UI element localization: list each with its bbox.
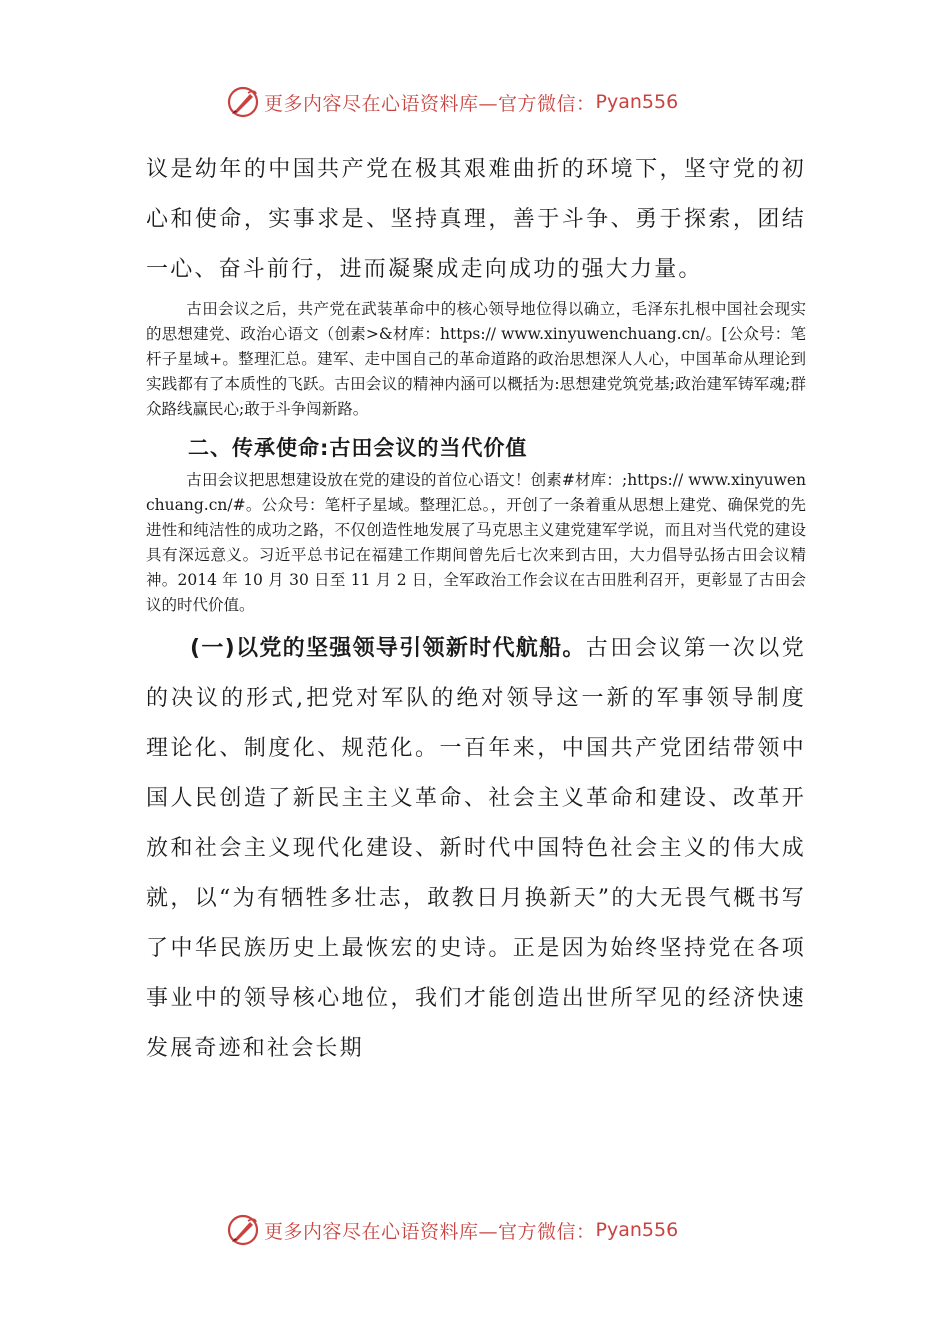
banner-text: 更多内容尽在心语资料库—官方微信： (264, 1220, 596, 1243)
header-banner (226, 82, 786, 122)
document-body (146, 145, 806, 1074)
paragraph-1: 议是幼年的中国共产党在极其艰难曲折的环境下，坚守党的初心和使命，实事求是、坚持真理，善于斗争、勇于探索，团结一心、奋斗前行，进而凝聚成走向成功的强大力量。 (146, 157, 806, 282)
quill-logo-icon (226, 1213, 260, 1247)
paragraph-2: 古田会议之后，共产党在武装革命中的核心领导地位得以确立，毛泽东扎根中国社会现实的思想建党、政治心语文（创素>&材库：https:// www.xinyuwenchuang.cn/。[公众号：笔杆子星域+。整理汇总。建军、走中国自己的革命道路的政治思想深人人心，中国革命从理论到实践都有了本质性的飞跃。古田会议的精神内涵可以概括为:思想建党筑党基;政治建军铸军魂;群众路线赢民心;敢于斗争闯新路。 (146, 300, 806, 418)
subheading-1: (一)以党的坚强领导引领新时代航船。 (190, 636, 586, 661)
section-heading-2: 二、传承使命:古田会议的当代价值 (188, 436, 528, 460)
banner-wechat-id: Pyan556 (595, 91, 679, 113)
paragraph-4 (146, 624, 806, 1074)
footer-banner (226, 1210, 786, 1250)
banner-wechat-id: Pyan556 (595, 1219, 679, 1241)
paragraph-3: 古田会议把思想建设放在党的建设的首位心语文！创素#材库：;https:// www.xinyuwenchuang.cn/#。公众号：笔杆子星域。整理汇总。，开创了一条着重从思想上建党、确保党的先进性和纯洁性的成功之路，不仅创造性地发展了马克思主义建党建军学说，而且对当代党的建设具有深远意义。习近平总书记在福建工作期间曾先后七次来到古田，大力倡导弘扬古田会议精神。2014 年 10 月 30 日至 11 月 2 日，全军政治工作会议在古田胜利召开，更彰显了古田会议的时代价值。 (146, 471, 806, 614)
banner-text: 更多内容尽在心语资料库—官方微信： (264, 92, 596, 115)
quill-logo-icon (226, 85, 260, 119)
paragraph-4-text: 古田会议第一次以党的决议的形式,把党对军队的绝对领导这一新的军事领导制度理论化、制度化、规范化。一百年来，中国共产党团结带领中国人民创造了新民主主义革命、社会主义革命和建设、改革开放和社会主义现代化建设、新时代中国特色社会主义的伟大成就，以“为有牺牲多壮志，敢教日月换新天”的大无畏气概书写了中华民族历史上最恢宏的史诗。正是因为始终坚持党在各项事业中的领导核心地位，我们才能创造出世所罕见的经济快速发展奇迹和社会长期 (146, 636, 806, 1061)
